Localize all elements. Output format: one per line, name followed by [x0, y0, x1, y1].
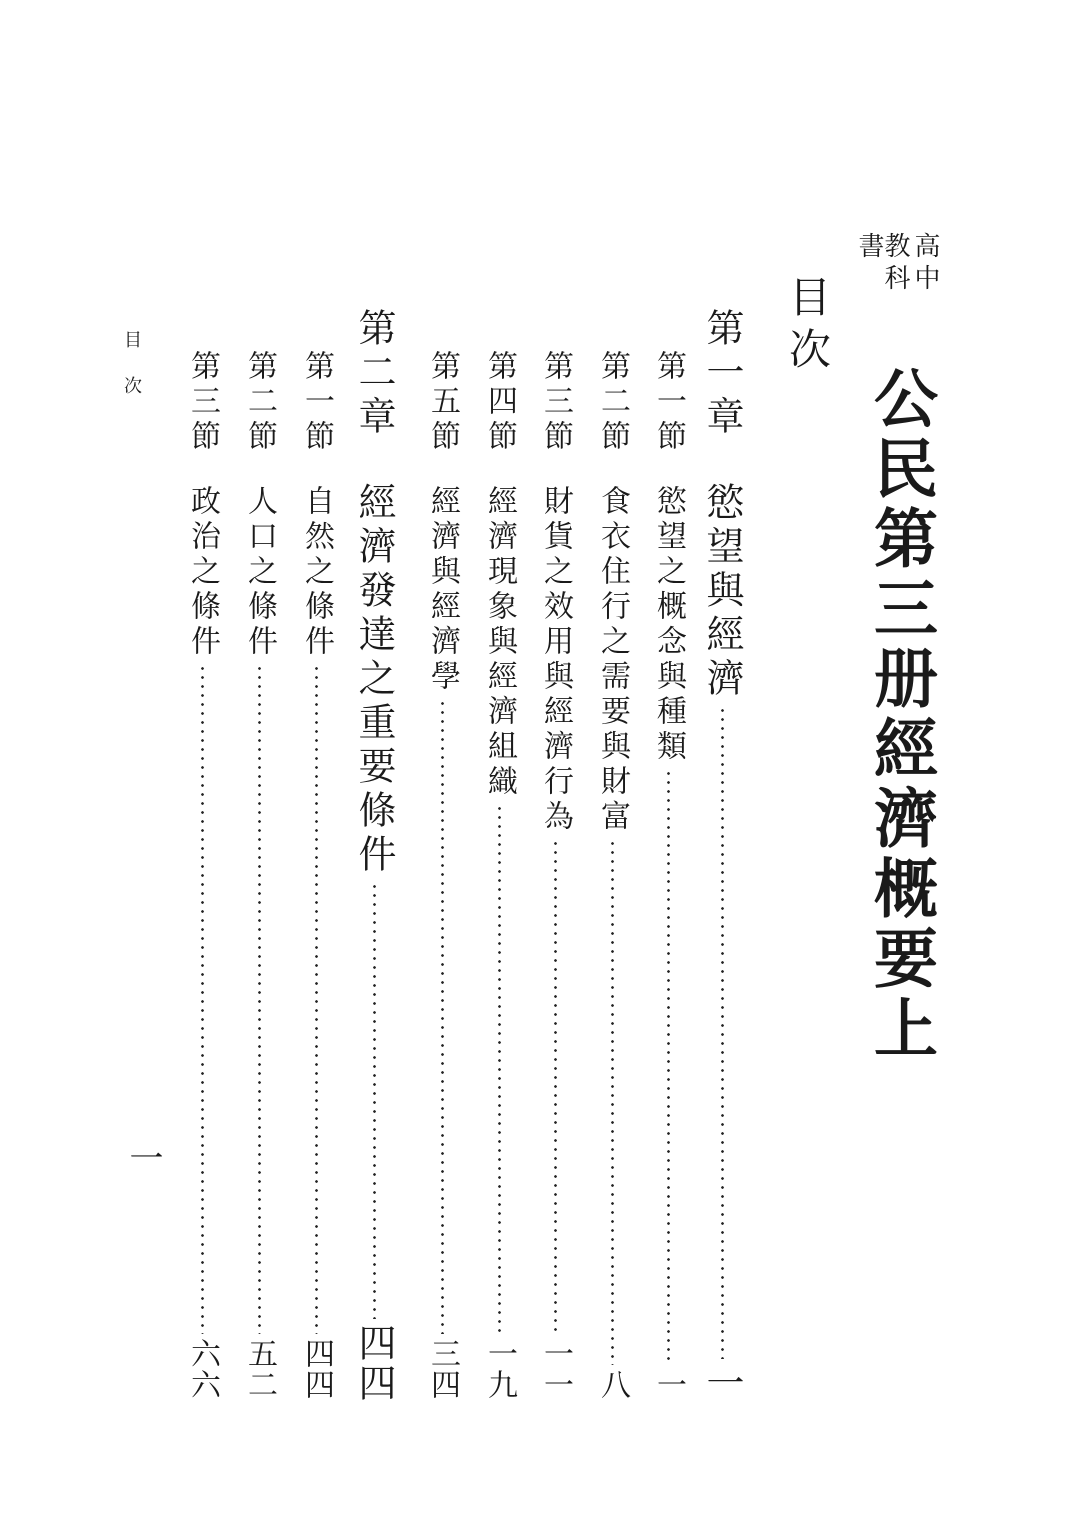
entry-page: 一一 — [538, 1338, 573, 1400]
series-line-2: 教科書 — [854, 232, 910, 296]
entry-page: 四四 — [299, 1338, 334, 1400]
toc-entry-section-1-3[interactable] — [533, 350, 577, 1400]
entry-title: 自然之條件 — [299, 485, 334, 660]
entry-title: 政治之條件 — [185, 485, 220, 660]
entry-title: 人口之條件 — [242, 485, 277, 660]
page-folio: 一 — [123, 1140, 163, 1174]
entry-title: 經濟發達之重要條件 — [352, 482, 396, 878]
entry-title: 慾望之概念與種類 — [651, 485, 686, 765]
toc-entry-chapter-1[interactable] — [700, 308, 744, 1403]
entry-label: 第二節 — [595, 350, 630, 455]
entry-label: 第五節 — [425, 350, 460, 455]
entry-page: 一 — [651, 1369, 686, 1400]
leader-dots — [258, 664, 261, 1334]
series-line-1: 高中 — [910, 232, 940, 296]
toc-entry-chapter-2[interactable] — [352, 308, 396, 1403]
entry-title: 食衣住行之需要與財富 — [595, 485, 630, 835]
running-head: 目次 — [121, 330, 142, 422]
toc-entry-section-1-1[interactable] — [646, 350, 690, 1400]
leader-dots — [611, 839, 614, 1365]
entry-page: 八 — [595, 1369, 630, 1400]
entry-label: 第四節 — [482, 350, 517, 455]
entry-title: 經濟與經濟學 — [425, 485, 460, 695]
entry-page: 一 — [700, 1363, 744, 1403]
leader-dots — [441, 699, 444, 1334]
entry-title: 慾望與經濟 — [700, 482, 744, 702]
toc-entry-section-2-2[interactable] — [237, 350, 281, 1400]
entry-page: 四四 — [352, 1323, 396, 1403]
toc-heading: 目次 — [783, 275, 832, 379]
entry-title: 財貨之效用與經濟行為 — [538, 485, 573, 835]
leader-dots — [554, 839, 557, 1334]
entry-page: 五二 — [242, 1338, 277, 1400]
entry-label: 第二章 — [352, 308, 396, 440]
leader-dots — [498, 804, 501, 1334]
toc-entry-section-1-2[interactable] — [590, 350, 634, 1400]
entry-label: 第一節 — [299, 350, 334, 455]
entry-label: 第一章 — [700, 308, 744, 440]
entry-page: 六六 — [185, 1338, 220, 1400]
entry-label: 第一節 — [651, 350, 686, 455]
entry-page: 三四 — [425, 1338, 460, 1400]
leader-dots — [201, 664, 204, 1334]
entry-title: 經濟現象與經濟組織 — [482, 485, 517, 800]
series-label — [854, 232, 940, 322]
leader-dots — [667, 769, 670, 1365]
entry-page: 一九 — [482, 1338, 517, 1400]
toc-entry-section-1-4[interactable] — [477, 350, 521, 1400]
entry-label: 第三節 — [538, 350, 573, 455]
book-title: 公民第三册 — [863, 365, 938, 715]
leader-dots — [373, 882, 376, 1319]
toc-entry-section-1-5[interactable] — [420, 350, 464, 1400]
leader-dots — [721, 706, 724, 1359]
entry-label: 第三節 — [185, 350, 220, 455]
toc-entry-section-2-1[interactable] — [294, 350, 338, 1400]
leader-dots — [315, 664, 318, 1334]
entry-label: 第二節 — [242, 350, 277, 455]
book-subtitle: 經濟概要上 — [863, 715, 938, 1065]
toc-entry-section-2-3[interactable] — [180, 350, 224, 1400]
